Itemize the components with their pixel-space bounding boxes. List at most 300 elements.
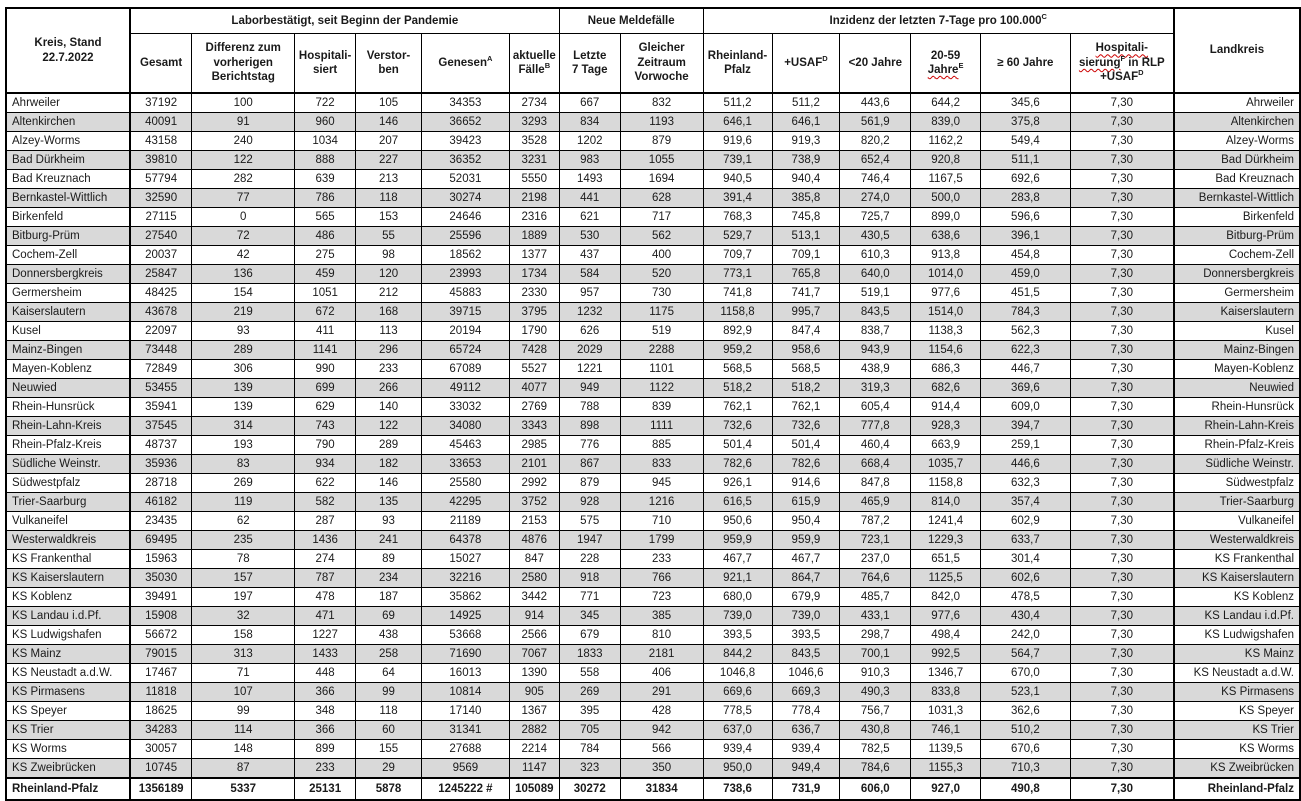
- table-cell: 549,4: [981, 132, 1071, 151]
- table-cell: 35030: [130, 569, 192, 588]
- table-cell: 898: [559, 417, 620, 436]
- table-cell: 242,0: [981, 626, 1071, 645]
- table-cell: 833,8: [911, 683, 981, 702]
- table-cell: 564,7: [981, 645, 1071, 664]
- table-cell: 478,5: [981, 588, 1071, 607]
- table-cell: Vulkaneifel: [6, 512, 130, 531]
- table-cell: 832: [620, 93, 703, 113]
- table-cell: 2214: [509, 740, 559, 759]
- table-cell: 1241,4: [911, 512, 981, 531]
- table-cell: 157: [192, 569, 295, 588]
- table-cell: 146: [356, 113, 422, 132]
- table-cell: KS Ludwigshafen: [1174, 626, 1300, 645]
- table-cell: 72: [192, 227, 295, 246]
- table-cell: 438,9: [840, 360, 911, 379]
- table-cell: 56672: [130, 626, 192, 645]
- table-cell: 2566: [509, 626, 559, 645]
- table-cell: 298,7: [840, 626, 911, 645]
- col-header-differenz: Differenz zum vorherigen Berichtstag: [192, 34, 295, 94]
- table-row: [6, 588, 1300, 607]
- table-cell: 22097: [130, 322, 192, 341]
- table-cell: 20037: [130, 246, 192, 265]
- table-cell: 36352: [421, 151, 509, 170]
- col-header-rheinland-pfalz: Rheinland- Pfalz: [703, 34, 772, 94]
- table-cell: 1833: [559, 645, 620, 664]
- table-cell: 1031,3: [911, 702, 981, 721]
- table-cell: 1694: [620, 170, 703, 189]
- table-cell: 584: [559, 265, 620, 284]
- table-cell: 847,8: [840, 474, 911, 493]
- table-cell: 443,6: [840, 93, 911, 113]
- table-cell: 782,6: [772, 455, 840, 474]
- table-cell: 776: [559, 436, 620, 455]
- table-cell: Bad Dürkheim: [6, 151, 130, 170]
- table-cell: 16013: [421, 664, 509, 683]
- table-cell: Bernkastel-Wittlich: [1174, 189, 1300, 208]
- table-cell: Cochem-Zell: [6, 246, 130, 265]
- table-cell: 42295: [421, 493, 509, 512]
- table-cell: 7,30: [1070, 550, 1174, 569]
- table-cell: 739,0: [703, 607, 772, 626]
- table-cell: 7,30: [1070, 113, 1174, 132]
- table-cell: 1147: [509, 759, 559, 779]
- table-cell: 745,8: [772, 208, 840, 227]
- table-cell: 7428: [509, 341, 559, 360]
- table-cell: 1046,6: [772, 664, 840, 683]
- table-cell: KS Frankenthal: [6, 550, 130, 569]
- table-cell: 738,9: [772, 151, 840, 170]
- table-cell: 782,6: [703, 455, 772, 474]
- table-cell: KS Zweibrücken: [6, 759, 130, 779]
- table-cell: 7,30: [1070, 246, 1174, 265]
- table-cell: 357,4: [981, 493, 1071, 512]
- table-cell: 1138,3: [911, 322, 981, 341]
- table-cell: 100: [192, 93, 295, 113]
- table-cell: 35941: [130, 398, 192, 417]
- table-cell: 30272: [559, 778, 620, 800]
- table-cell: 669,6: [703, 683, 772, 702]
- kreis-header-line1: Kreis, Stand: [34, 37, 102, 50]
- table-cell: 739,1: [703, 151, 772, 170]
- table-cell: 568,5: [703, 360, 772, 379]
- table-cell: 1514,0: [911, 303, 981, 322]
- table-cell: 1046,8: [703, 664, 772, 683]
- table-cell: 622,3: [981, 341, 1071, 360]
- table-cell: Bitburg-Prüm: [6, 227, 130, 246]
- table-cell: 71: [192, 664, 295, 683]
- table-cell: 32: [192, 607, 295, 626]
- table-cell: 158: [192, 626, 295, 645]
- table-cell: KS Pirmasens: [1174, 683, 1300, 702]
- table-cell: 486: [295, 227, 356, 246]
- table-row: [6, 360, 1300, 379]
- table-cell: 366: [295, 721, 356, 740]
- table-cell: 227: [356, 151, 422, 170]
- table-cell: 766: [620, 569, 703, 588]
- table-cell: 2992: [509, 474, 559, 493]
- table-cell: 71690: [421, 645, 509, 664]
- table-cell: 319,3: [840, 379, 911, 398]
- table-cell: Rhein-Pfalz-Kreis: [6, 436, 130, 455]
- table-cell: KS Landau i.d.Pf.: [6, 607, 130, 626]
- table-cell: 834: [559, 113, 620, 132]
- table-cell: Ahrweiler: [6, 93, 130, 113]
- table-cell: 939,4: [703, 740, 772, 759]
- table-cell: 197: [192, 588, 295, 607]
- table-cell: 7,30: [1070, 379, 1174, 398]
- col-header-ueber-60-jahre: ≥ 60 Jahre: [981, 34, 1071, 94]
- table-cell: 500,0: [911, 189, 981, 208]
- table-cell: 20194: [421, 322, 509, 341]
- table-cell: 1111: [620, 417, 703, 436]
- table-cell: 942: [620, 721, 703, 740]
- table-cell: 771: [559, 588, 620, 607]
- table-cell: 385: [620, 607, 703, 626]
- table-cell: 394,7: [981, 417, 1071, 436]
- table-cell: 45463: [421, 436, 509, 455]
- table-cell: 672: [295, 303, 356, 322]
- table-cell: 565: [295, 208, 356, 227]
- col-header-kreis-stand: [6, 8, 130, 93]
- table-cell: 89: [356, 550, 422, 569]
- table-row: [6, 113, 1300, 132]
- table-cell: 1162,2: [911, 132, 981, 151]
- table-cell: KS Trier: [6, 721, 130, 740]
- table-cell: 77: [192, 189, 295, 208]
- table-cell: 46182: [130, 493, 192, 512]
- table-cell: 36652: [421, 113, 509, 132]
- table-cell: 1035,7: [911, 455, 981, 474]
- table-cell: 428: [620, 702, 703, 721]
- table-cell: 168: [356, 303, 422, 322]
- table-cell: 1175: [620, 303, 703, 322]
- table-cell: 5550: [509, 170, 559, 189]
- table-cell: 958,6: [772, 341, 840, 360]
- table-cell: 465,9: [840, 493, 911, 512]
- table-row: [6, 645, 1300, 664]
- table-row: [6, 284, 1300, 303]
- table-cell: 235: [192, 531, 295, 550]
- table-cell: 4876: [509, 531, 559, 550]
- table-cell: Alzey-Worms: [6, 132, 130, 151]
- table-cell: Kusel: [1174, 322, 1300, 341]
- table-cell: 7,30: [1070, 208, 1174, 227]
- table-cell: 234: [356, 569, 422, 588]
- table-row: [6, 702, 1300, 721]
- table-cell: 25596: [421, 227, 509, 246]
- table-cell: 237,0: [840, 550, 911, 569]
- table-cell: 32216: [421, 569, 509, 588]
- table-cell: 764,6: [840, 569, 911, 588]
- table-cell: 928,3: [911, 417, 981, 436]
- table-cell: 2198: [509, 189, 559, 208]
- table-cell: 7,30: [1070, 93, 1174, 113]
- table-cell: Südliche Weinstr.: [6, 455, 130, 474]
- table-cell: 99: [192, 702, 295, 721]
- col-header-letzte-7-tage: Letzte 7 Tage: [559, 34, 620, 94]
- table-cell: 501,4: [772, 436, 840, 455]
- table-cell: 784,6: [840, 759, 911, 779]
- group-header-neue-meldefaelle: Neue Meldefälle: [559, 8, 703, 34]
- table-cell: 1367: [509, 702, 559, 721]
- table-cell: Südwestpfalz: [6, 474, 130, 493]
- table-cell: 814,0: [911, 493, 981, 512]
- table-cell: Südliche Weinstr.: [1174, 455, 1300, 474]
- table-cell: 2985: [509, 436, 559, 455]
- table-cell: 558: [559, 664, 620, 683]
- table-cell: 847: [509, 550, 559, 569]
- table-cell: 709,7: [703, 246, 772, 265]
- table-cell: 269: [192, 474, 295, 493]
- table-cell: 7,30: [1070, 398, 1174, 417]
- table-cell: 914,4: [911, 398, 981, 417]
- table-cell: 393,5: [772, 626, 840, 645]
- table-cell: 31341: [421, 721, 509, 740]
- group-header-inzidenz: Inzidenz der letzten 7-Tage pro $100.000^C$: [703, 8, 1174, 34]
- table-cell: 385,8: [772, 189, 840, 208]
- table-row: [6, 683, 1300, 702]
- table-cell: 187: [356, 588, 422, 607]
- col-header-verstorben: Verstor- ben: [356, 34, 422, 94]
- table-cell: 939,4: [772, 740, 840, 759]
- table-cell: 459,0: [981, 265, 1071, 284]
- table-cell: 934: [295, 455, 356, 474]
- table-cell: 644,2: [911, 93, 981, 113]
- table-row: [6, 512, 1300, 531]
- table-cell: 879: [559, 474, 620, 493]
- table-cell: 289: [192, 341, 295, 360]
- table-cell: Rhein-Hunsrück: [6, 398, 130, 417]
- table-cell: 1193: [620, 113, 703, 132]
- table-cell: 670,6: [981, 740, 1071, 759]
- col-header-20-59-jahre: 20-59 Jahre$^E$: [911, 34, 981, 94]
- table-cell: 460,4: [840, 436, 911, 455]
- table-cell: 467,7: [703, 550, 772, 569]
- table-cell: 518,2: [772, 379, 840, 398]
- table-cell: 306: [192, 360, 295, 379]
- table-cell: Cochem-Zell: [1174, 246, 1300, 265]
- table-cell: 790: [295, 436, 356, 455]
- table-cell: 1125,5: [911, 569, 981, 588]
- table-cell: 762,1: [772, 398, 840, 417]
- table-cell: 679,9: [772, 588, 840, 607]
- table-cell: 992,5: [911, 645, 981, 664]
- table-cell: 669,3: [772, 683, 840, 702]
- table-cell: 259,1: [981, 436, 1071, 455]
- table-cell: 411: [295, 322, 356, 341]
- table-cell: Germersheim: [1174, 284, 1300, 303]
- table-cell: 139: [192, 379, 295, 398]
- table-cell: 274: [295, 550, 356, 569]
- table-row: [6, 151, 1300, 170]
- table-cell: 446,7: [981, 360, 1071, 379]
- table-row: [6, 436, 1300, 455]
- table-cell: 73448: [130, 341, 192, 360]
- table-cell: Birkenfeld: [1174, 208, 1300, 227]
- table-row: [6, 664, 1300, 683]
- table-cell: 2153: [509, 512, 559, 531]
- table-cell: 842,0: [911, 588, 981, 607]
- table-cell: 730: [620, 284, 703, 303]
- table-cell: 437: [559, 246, 620, 265]
- table-cell: 511,1: [981, 151, 1071, 170]
- table-cell: 219: [192, 303, 295, 322]
- col-header-usaf: $+USAF^D$: [772, 34, 840, 94]
- table-cell: 949: [559, 379, 620, 398]
- table-cell: 636,7: [772, 721, 840, 740]
- table-row: [6, 246, 1300, 265]
- table-cell: KS Neustadt a.d.W.: [6, 664, 130, 683]
- table-cell: 529,7: [703, 227, 772, 246]
- table-cell: 34353: [421, 93, 509, 113]
- table-cell: 1377: [509, 246, 559, 265]
- table-row: [6, 474, 1300, 493]
- table-cell: 323: [559, 759, 620, 779]
- table-cell: 1799: [620, 531, 703, 550]
- table-cell: 289: [356, 436, 422, 455]
- table-cell: 633,7: [981, 531, 1071, 550]
- table-cell: 83: [192, 455, 295, 474]
- table-cell: 7,30: [1070, 436, 1174, 455]
- table-cell: 438: [356, 626, 422, 645]
- table-row: [6, 341, 1300, 360]
- table-cell: 48425: [130, 284, 192, 303]
- table-cell: 37545: [130, 417, 192, 436]
- table-body: [6, 93, 1300, 800]
- table-cell: 471: [295, 607, 356, 626]
- table-cell: 113: [356, 322, 422, 341]
- table-cell: 3528: [509, 132, 559, 151]
- table-row: [6, 132, 1300, 151]
- table-cell: 9569: [421, 759, 509, 779]
- table-cell: 639: [295, 170, 356, 189]
- table-cell: 233: [295, 759, 356, 779]
- table-cell: 667: [559, 93, 620, 113]
- table-cell: 29: [356, 759, 422, 779]
- table-cell: 699: [295, 379, 356, 398]
- table-cell: 15027: [421, 550, 509, 569]
- table-cell: 621: [559, 208, 620, 227]
- table-cell: 2769: [509, 398, 559, 417]
- table-cell: 523,1: [981, 683, 1071, 702]
- table-cell: 17467: [130, 664, 192, 683]
- table-cell: 282: [192, 170, 295, 189]
- table-cell: 498,4: [911, 626, 981, 645]
- table-cell: 1055: [620, 151, 703, 170]
- kreis-header-line2: 22.7.2022: [42, 51, 94, 64]
- table-cell: 119: [192, 493, 295, 512]
- table-cell: 1154,6: [911, 341, 981, 360]
- table-cell: 3795: [509, 303, 559, 322]
- table-cell: 33032: [421, 398, 509, 417]
- table-cell: Bad Kreuznach: [6, 170, 130, 189]
- table-cell: 105: [356, 93, 422, 113]
- table-cell: 899: [295, 740, 356, 759]
- table-cell: 833: [620, 455, 703, 474]
- table-cell: 490,3: [840, 683, 911, 702]
- table-cell: 562,3: [981, 322, 1071, 341]
- table-cell: 732,6: [703, 417, 772, 436]
- table-cell: 25580: [421, 474, 509, 493]
- table-cell: 375,8: [981, 113, 1071, 132]
- table-cell: Rheinland-Pfalz: [1174, 778, 1300, 800]
- table-cell: 663,9: [911, 436, 981, 455]
- table-cell: 1790: [509, 322, 559, 341]
- table-cell: 48737: [130, 436, 192, 455]
- table-cell: 7,30: [1070, 645, 1174, 664]
- table-cell: Birkenfeld: [6, 208, 130, 227]
- table-cell: 60: [356, 721, 422, 740]
- table-cell: 140: [356, 398, 422, 417]
- table-cell: 762,1: [703, 398, 772, 417]
- table-cell: 1433: [295, 645, 356, 664]
- table-cell: 945: [620, 474, 703, 493]
- table-cell: KS Kaiserslautern: [1174, 569, 1300, 588]
- table-cell: KS Zweibrücken: [1174, 759, 1300, 779]
- table-cell: Donnersbergkreis: [1174, 265, 1300, 284]
- table-cell: 3231: [509, 151, 559, 170]
- table-cell: 478: [295, 588, 356, 607]
- table-cell: 53668: [421, 626, 509, 645]
- table-cell: 1202: [559, 132, 620, 151]
- table-cell: 950,6: [703, 512, 772, 531]
- table-cell: 959,9: [772, 531, 840, 550]
- table-cell: 64378: [421, 531, 509, 550]
- table-cell: 2882: [509, 721, 559, 740]
- table-cell: 950,4: [772, 512, 840, 531]
- table-cell: 710,3: [981, 759, 1071, 779]
- table-cell: KS Trier: [1174, 721, 1300, 740]
- table-cell: 7,30: [1070, 341, 1174, 360]
- table-cell: 710: [620, 512, 703, 531]
- table-row: [6, 721, 1300, 740]
- table-cell: 839: [620, 398, 703, 417]
- total-row: [6, 778, 1300, 800]
- table-cell: 1122: [620, 379, 703, 398]
- table-cell: 7,30: [1070, 284, 1174, 303]
- table-cell: 52031: [421, 170, 509, 189]
- table-cell: 18625: [130, 702, 192, 721]
- table-row: [6, 740, 1300, 759]
- table-cell: Trier-Saarburg: [6, 493, 130, 512]
- table-cell: 93: [192, 322, 295, 341]
- table-cell: 69495: [130, 531, 192, 550]
- table-cell: KS Pirmasens: [6, 683, 130, 702]
- table-cell: 566: [620, 740, 703, 759]
- table-cell: 314: [192, 417, 295, 436]
- table-cell: 511,2: [772, 93, 840, 113]
- table-cell: 345,6: [981, 93, 1071, 113]
- table-cell: 679: [559, 626, 620, 645]
- table-cell: 78: [192, 550, 295, 569]
- table-cell: 1889: [509, 227, 559, 246]
- table-cell: 682,6: [911, 379, 981, 398]
- table-cell: 454,8: [981, 246, 1071, 265]
- table-cell: 1101: [620, 360, 703, 379]
- table-cell: 7,30: [1070, 360, 1174, 379]
- table-cell: 838,7: [840, 322, 911, 341]
- table-cell: 64: [356, 664, 422, 683]
- table-cell: 787: [295, 569, 356, 588]
- table-row: [6, 531, 1300, 550]
- table-cell: 7,30: [1070, 588, 1174, 607]
- table-cell: 28718: [130, 474, 192, 493]
- table-cell: 1034: [295, 132, 356, 151]
- table-cell: 1493: [559, 170, 620, 189]
- table-cell: 668,4: [840, 455, 911, 474]
- table-cell: Südwestpfalz: [1174, 474, 1300, 493]
- table-cell: 7,30: [1070, 322, 1174, 341]
